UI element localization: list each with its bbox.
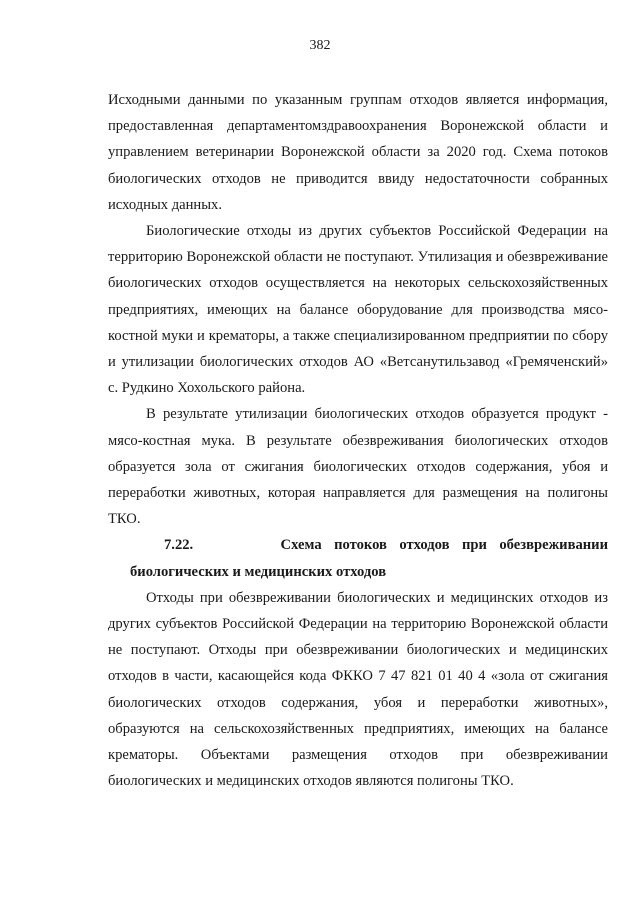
paragraph-neutralization-waste: Отходы при обезвреживании биологических и медицинских отходов из других субъектов Российской Федерации на территорию Воронежской области не поступают. Отходы при обезвреживании биологических и медицинских отходов в части, касающейся кода ФККО 7 47 821 01 40 4 «зола от сжигания биологических отходов содержания, убоя и переработки животных», образуются на сельскохозяйственных предприятиях, имеющих на балансе крематоры. Объектами размещения отходов при обезвреживании биологических и медицинских отходов являются полигоны ТКО. bbox=[108, 589, 608, 790]
paragraph-source-data: Исходными данными по указанным группам отходов является информация, предоставленная департаментомздравоохранения Воронежской области и управлением ветеринарии Воронежской области за 2020 год. Схема потоков биологических отходов не приводится ввиду недостаточности собранных исходных данных. bbox=[108, 92, 608, 213]
section-heading bbox=[108, 532, 608, 584]
section-title-line2: биологических и медицинских отходов bbox=[130, 563, 387, 580]
section-heading-line1 bbox=[108, 532, 608, 558]
paragraph-biological-waste-import: Биологические отходы из других субъектов Российской Федерации на территорию Воронежской области не поступают. Утилизация и обезвреживание биологических отходов осуществляется на некоторых сельскохозяйственных предприятиях, имеющих на балансе оборудование для производства мясо-костной муки и крематоры, а также специализированном предприятии по сбору и утилизации биологических отходов АО «Ветсанутильзавод «Гремяченский» с. Рудкино Хохольского района. bbox=[108, 223, 608, 397]
section-title-line1: Схема потоков отходов при обезвреживании bbox=[280, 537, 608, 554]
section-number: 7.22. bbox=[164, 537, 194, 554]
page-number: 382 bbox=[309, 38, 331, 53]
paragraph-utilization-result: В результате утилизации биологических отходов образуется продукт - мясо-костная мука. В результате обезвреживания биологических отходов образуется зола от сжигания биологических отходов содержания, убоя и переработки животных, которая направляется для размещения на полигоны ТКО. bbox=[108, 406, 608, 528]
page-content bbox=[108, 87, 608, 794]
